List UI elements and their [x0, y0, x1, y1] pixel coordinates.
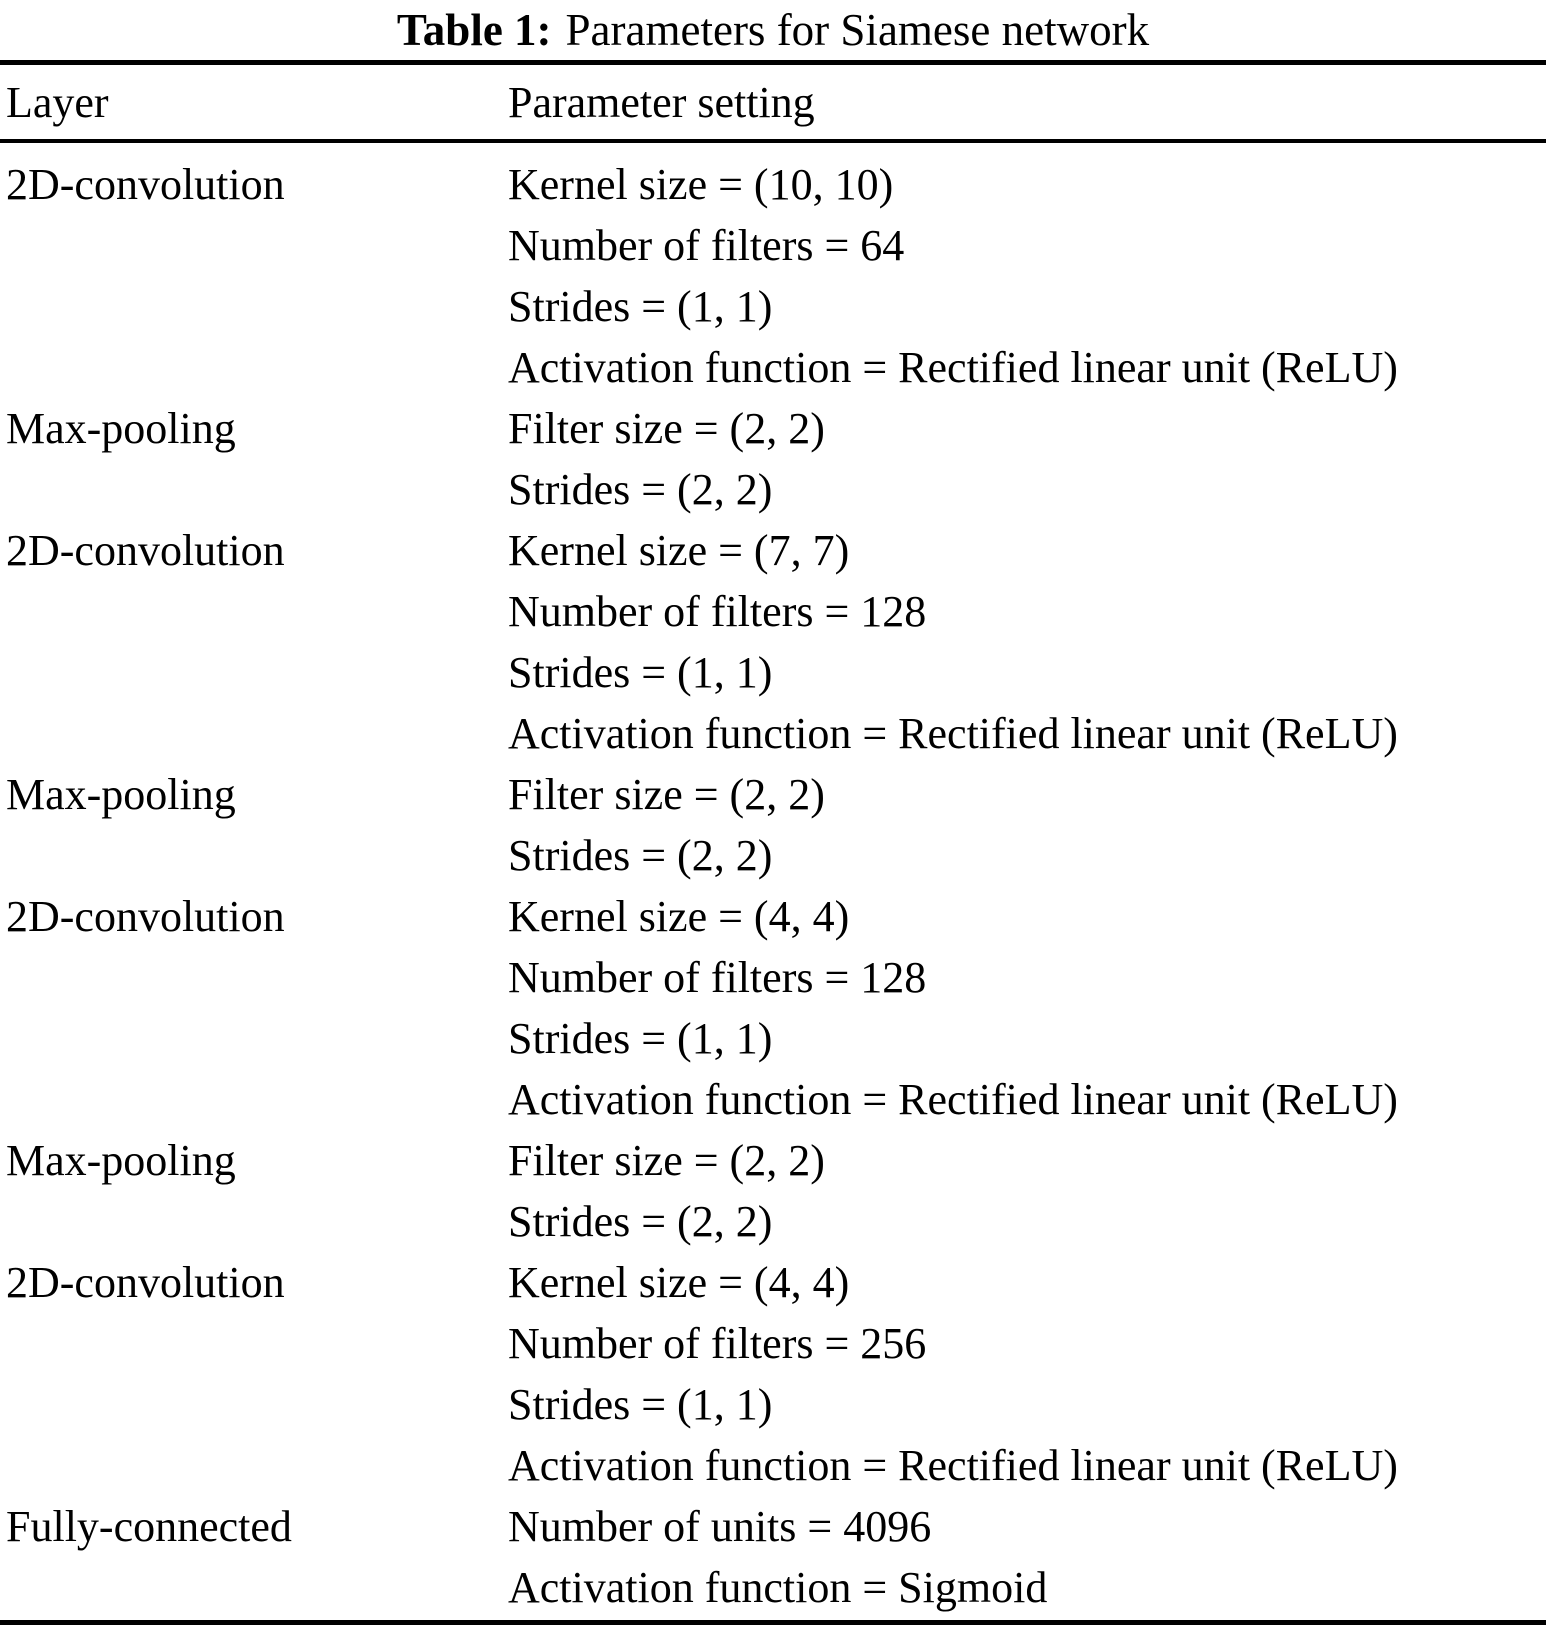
parameter-cell	[508, 1252, 1546, 1496]
parameter-line: Kernel size = (7, 7)	[508, 526, 850, 575]
parameter-line: Activation function = Rectified linear unit (ReLU)	[508, 709, 1398, 758]
parameter-line: Strides = (2, 2)	[508, 1197, 773, 1246]
parameter-cell	[508, 398, 1546, 520]
table-row-conv4	[0, 1252, 1546, 1496]
parameter-line: Filter size = (2, 2)	[508, 770, 825, 819]
parameter-line: Number of filters = 128	[508, 587, 927, 636]
parameter-cell	[508, 1496, 1546, 1618]
table-row-fully-connected	[0, 1496, 1546, 1618]
parameter-line: Activation function = Sigmoid	[508, 1563, 1048, 1612]
parameter-line: Strides = (1, 1)	[508, 1014, 773, 1063]
layer-cell: Max-pooling	[6, 404, 236, 453]
layer-cell: 2D-convolution	[6, 1258, 285, 1307]
parameter-cell	[508, 1130, 1546, 1252]
table-row-conv1	[0, 154, 1546, 398]
parameter-line: Activation function = Rectified linear unit (ReLU)	[508, 1441, 1398, 1490]
parameter-line: Number of units = 4096	[508, 1502, 932, 1551]
parameters-table	[0, 60, 1546, 1625]
parameter-line: Filter size = (2, 2)	[508, 404, 825, 453]
table-caption-label: Table 1:	[396, 5, 552, 55]
parameter-line: Filter size = (2, 2)	[508, 1136, 825, 1185]
parameter-line: Number of filters = 256	[508, 1319, 927, 1368]
layer-cell: Max-pooling	[6, 770, 236, 819]
parameter-cell	[508, 764, 1546, 886]
parameter-line: Kernel size = (10, 10)	[508, 160, 894, 209]
parameter-cell	[508, 520, 1546, 764]
table-caption-text: Parameters for Siamese network	[565, 5, 1150, 55]
table-row-maxpool1	[0, 398, 1546, 520]
parameter-line: Number of filters = 64	[508, 221, 905, 270]
table-row-maxpool2	[0, 764, 1546, 886]
parameter-cell	[508, 154, 1546, 398]
parameter-line: Strides = (1, 1)	[508, 282, 773, 331]
parameter-line: Kernel size = (4, 4)	[508, 1258, 850, 1307]
table-caption	[0, 0, 1546, 60]
parameter-line: Number of filters = 128	[508, 953, 927, 1002]
table-row-conv3	[0, 886, 1546, 1130]
column-header-parameter-setting: Parameter setting	[508, 78, 815, 127]
column-header-layer: Layer	[6, 78, 109, 127]
layer-cell: 2D-convolution	[6, 892, 285, 941]
parameter-line: Strides = (2, 2)	[508, 831, 773, 880]
parameter-cell	[508, 886, 1546, 1130]
parameter-line: Strides = (1, 1)	[508, 648, 773, 697]
table-body	[0, 143, 1546, 1620]
table-row-maxpool3	[0, 1130, 1546, 1252]
table-header-row	[0, 65, 1546, 143]
parameter-line: Strides = (1, 1)	[508, 1380, 773, 1429]
layer-cell: 2D-convolution	[6, 526, 285, 575]
layer-cell: Fully-connected	[6, 1502, 292, 1551]
parameter-line: Strides = (2, 2)	[508, 465, 773, 514]
parameter-line: Activation function = Rectified linear unit (ReLU)	[508, 1075, 1398, 1124]
table-row-conv2	[0, 520, 1546, 764]
parameter-line: Kernel size = (4, 4)	[508, 892, 850, 941]
layer-cell: Max-pooling	[6, 1136, 236, 1185]
layer-cell: 2D-convolution	[6, 160, 285, 209]
parameter-line: Activation function = Rectified linear unit (ReLU)	[508, 343, 1398, 392]
